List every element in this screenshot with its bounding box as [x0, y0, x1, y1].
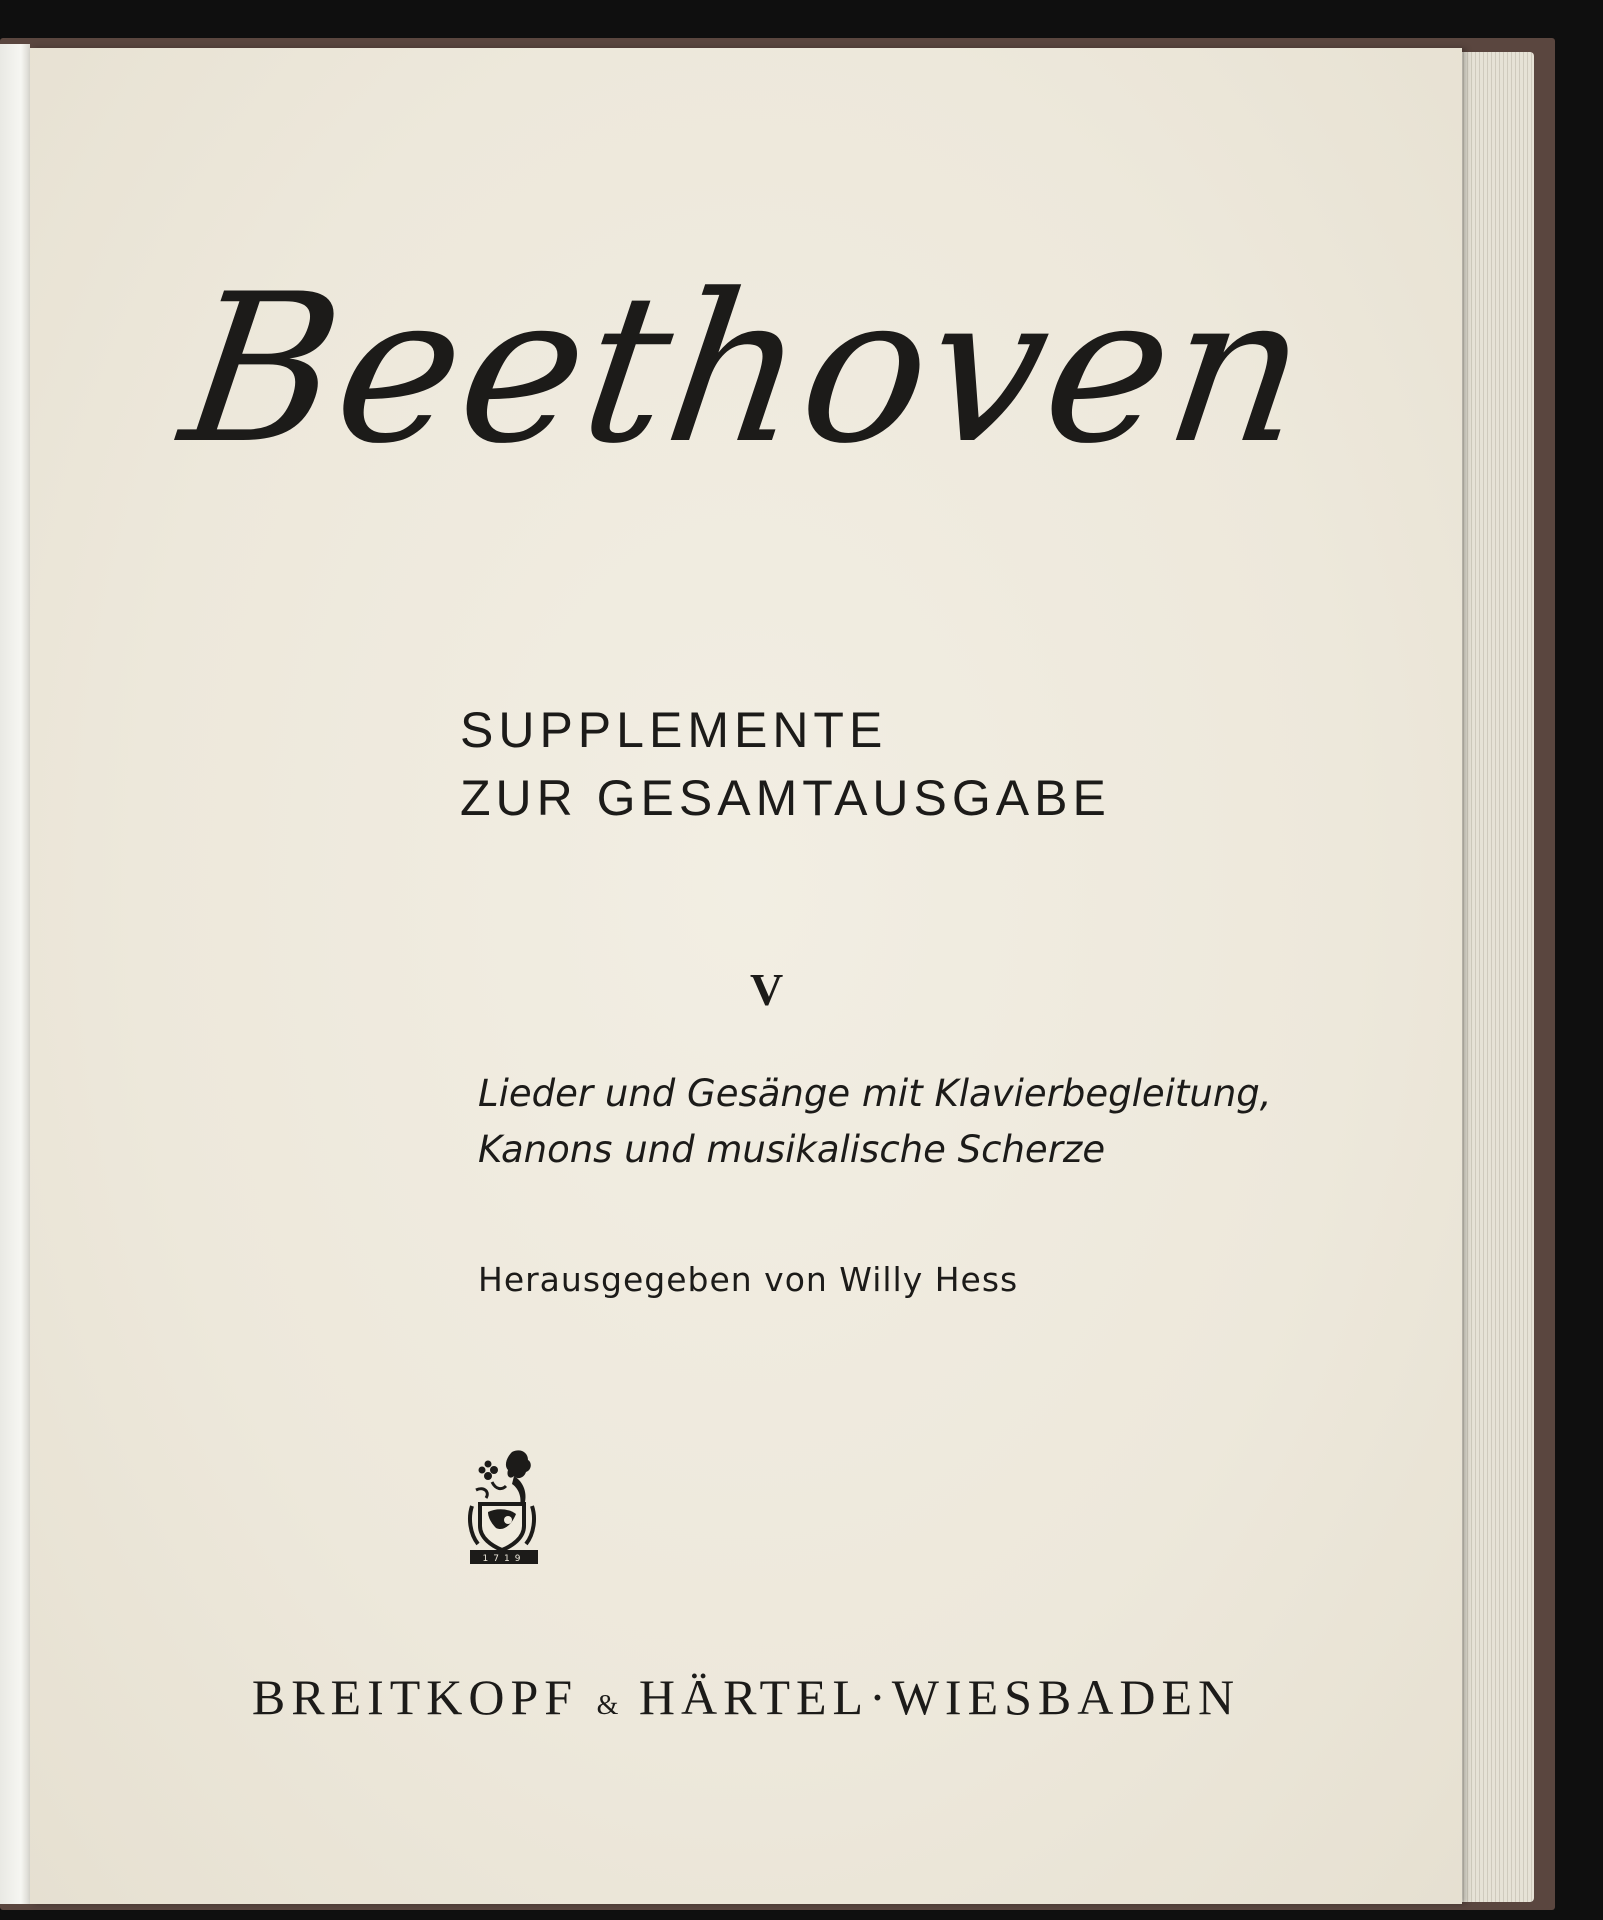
series-line-2: ZUR GESAMTAUSGABE: [460, 770, 1111, 826]
composer-title: Beethoven: [170, 251, 1322, 489]
series-title: [460, 696, 1111, 832]
contents-line-2: Kanons und musikalische Scherze: [478, 1128, 1106, 1171]
publisher-imprint: [30, 1668, 1462, 1726]
title-page: [30, 48, 1462, 1904]
series-line-1: SUPPLEMENTE: [460, 702, 888, 758]
publisher-ampersand: &: [596, 1690, 621, 1721]
editor-credit: Herausgegeben von Willy Hess: [478, 1260, 1019, 1299]
publisher-name-2: HÄRTEL·WIESBADEN: [638, 1669, 1241, 1725]
logo-year: 1719: [482, 1554, 526, 1564]
breitkopf-bear-crest-icon: [462, 1446, 546, 1566]
publisher-name-1: BREITKOPF: [251, 1669, 579, 1725]
volume-number: V: [750, 964, 784, 1015]
contents-line-1: Lieder und Gesänge mit Klavierbegleitung,: [478, 1072, 1272, 1115]
left-page-edge: [0, 44, 30, 1904]
volume-contents: [478, 1066, 1272, 1178]
